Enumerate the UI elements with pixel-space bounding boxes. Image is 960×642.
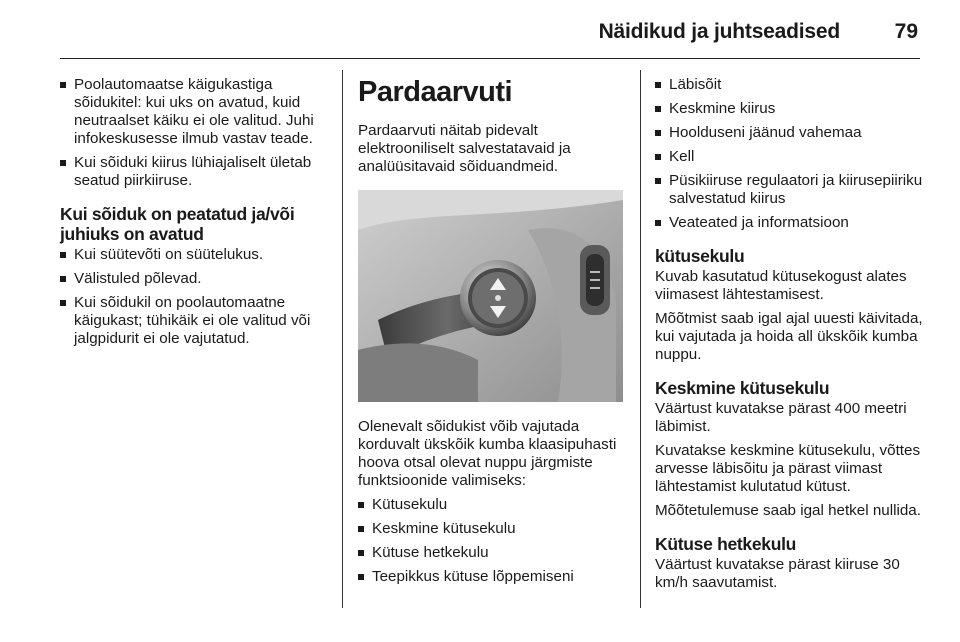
bullet-list <box>60 246 330 348</box>
section-heading: Kui sõiduk on peatatud ja/või juhiuks on avatud <box>60 204 295 244</box>
column-2 <box>358 76 628 592</box>
intro-paragraph: Pardaarvuti näitab pidevalt elektrooniliselt salvestatavaid ja analüüsitavaid sõiduandmeid. <box>358 122 571 175</box>
list-item: Keskmine kiirus <box>655 100 925 118</box>
list-item: Kell <box>655 148 925 166</box>
list-item: Kui sõidukil on poolautomaatne käigukast; tühikäik ei ole valitud või jalgpidurit ei ole vajutatud. <box>60 294 330 348</box>
column-divider <box>342 70 343 608</box>
list-item: Kütuse hetkekulu <box>358 544 628 562</box>
section-title: Pardaarvuti <box>358 76 513 108</box>
wiper-lever-photo <box>358 190 623 402</box>
paragraph: Kuvab kasutatud kütusekogust alates viimasest lähtestamisest. <box>655 268 907 303</box>
list-item: Poolautomaatse käigukastiga sõidukitel: kui uks on avatud, kuid neutraalset käiku ei ole valitud. Juhi infokeskusesse ilmub vastav teade. <box>60 76 330 148</box>
list-item: Veateated ja informatsioon <box>655 214 925 232</box>
column-1 <box>60 76 330 354</box>
function-list <box>655 76 925 232</box>
list-item: Teepikkus kütuse lõppemiseni <box>358 568 628 586</box>
paragraph: Kuvatakse keskmine kütusekulu, võttes arvesse läbisõitu ja pärast viimast lähtestamist kulutatud kütust. <box>655 442 921 495</box>
list-item: Keskmine kütusekulu <box>358 520 628 538</box>
list-item: Kui sõiduki kiirus lühiajaliselt ületab seatud piirkiiruse. <box>60 154 330 190</box>
paragraph: Väärtust kuvatakse pärast 400 meetri läbimist. <box>655 400 907 435</box>
list-item: Kütusekulu <box>358 496 628 514</box>
paragraph: Väärtust kuvatakse pärast kiiruse 30 km/h saavutamist. <box>655 556 900 591</box>
list-item: Hoolduseni jäänud vahemaa <box>655 124 925 142</box>
bullet-list <box>60 76 330 190</box>
column-divider <box>640 70 641 608</box>
list-item: Välistuled põlevad. <box>60 270 330 288</box>
function-list <box>358 496 628 586</box>
function-selection-paragraph: Olenevalt sõidukist võib vajutada korduvalt ükskõik kumba klaasipuhasti hoova otsal olevat nuppu järgmiste funktsioonide valimiseks: <box>358 418 617 489</box>
section-heading: Kütuse hetkekulu <box>655 534 797 554</box>
list-item: Läbisõit <box>655 76 925 94</box>
column-3 <box>655 76 925 598</box>
paragraph: Mõõtetulemuse saab igal hetkel nullida. <box>655 502 921 519</box>
wiper-lever-illustration <box>358 190 623 402</box>
page-number: 79 <box>894 20 918 43</box>
chapter-title: Näidikud ja juhtseadised <box>598 20 840 43</box>
section-heading: kütusekulu <box>655 246 745 266</box>
page-header <box>60 10 920 59</box>
section-heading: Keskmine kütusekulu <box>655 378 830 398</box>
list-item: Kui süütevõti on süütelukus. <box>60 246 330 264</box>
list-item: Püsikiiruse regulaatori ja kiirusepiiriku salvestatud kiirus <box>655 172 925 208</box>
paragraph: Mõõtmist saab igal ajal uuesti käivitada, kui vajutada ja hoida all ükskõik kumba nuppu. <box>655 310 923 363</box>
